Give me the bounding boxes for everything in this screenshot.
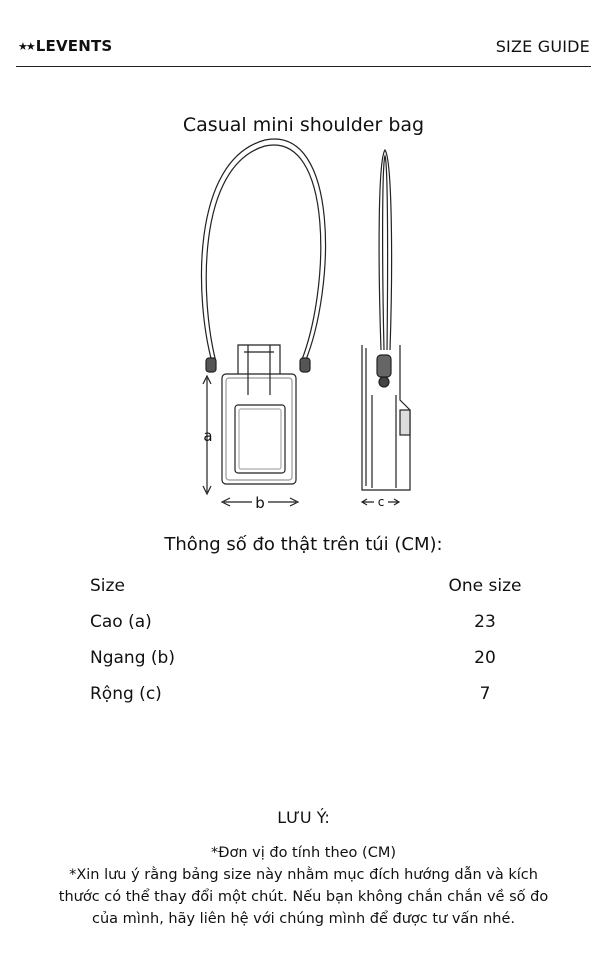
note-body <box>30 842 577 930</box>
row-label: Cao (a) <box>90 612 152 632</box>
brand-name: LEVENTS <box>35 37 113 55</box>
front-strap <box>201 139 325 362</box>
note-line: thước có thể thay đổi một chút. Nếu bạn không chắn chắn về số đo <box>58 889 549 905</box>
header-size: Size <box>90 576 125 596</box>
dimension-b-label: b <box>255 494 265 512</box>
note-line: của mình, hãy liên hệ với chúng mình để được tư vấn nhé. <box>92 911 515 927</box>
note-line: *Đơn vị đo tính theo (CM) <box>211 845 396 861</box>
row-label: Ngang (b) <box>90 648 175 668</box>
table-row <box>90 684 530 720</box>
table-header-row <box>90 576 530 612</box>
table-row <box>90 612 530 648</box>
note-title: LƯU Ý: <box>277 808 330 827</box>
row-value: 20 <box>474 648 496 668</box>
measurement-title: Thông số đo thật trên túi (CM): <box>164 534 443 555</box>
note-line: *Xin lưu ý rằng bảng size này nhằm mục đích hướng dẫn và kích <box>69 867 538 883</box>
row-value: 23 <box>474 612 496 632</box>
side-strap <box>379 150 391 350</box>
table-row <box>90 648 530 684</box>
dimension-c-label: c <box>377 495 385 509</box>
row-label: Rộng (c) <box>90 684 162 704</box>
size-table <box>90 576 530 720</box>
row-value: 7 <box>479 684 491 704</box>
product-title: Casual mini shoulder bag <box>182 114 425 136</box>
dimension-a-label: a <box>203 427 213 445</box>
logo-stars: ★★ <box>18 39 34 53</box>
header-one-size: One size <box>448 576 522 596</box>
section-title: SIZE GUIDE <box>495 37 590 56</box>
